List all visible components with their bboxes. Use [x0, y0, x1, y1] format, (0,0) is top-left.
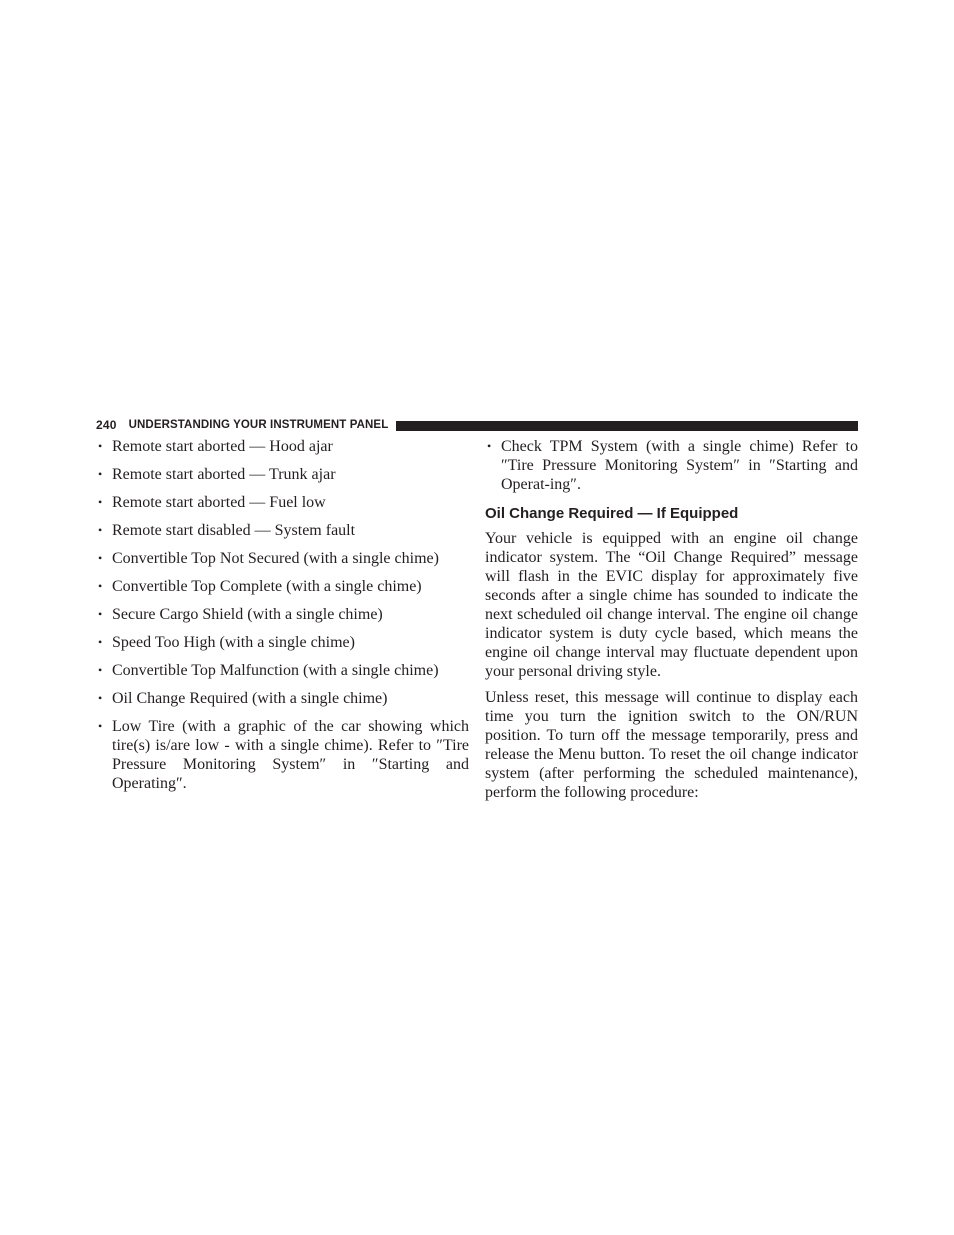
list-item — [96, 577, 469, 596]
list-item-text: Convertible Top Malfunction (with a single chime) — [112, 662, 439, 679]
section-heading: Oil Change Required — If Equipped — [485, 505, 739, 522]
body-paragraph: Your vehicle is equipped with an engine oil change indicator system. The “Oil Change Required” message will flash in the EVIC display for approximately five seconds after a single chime has sounded to indicate the next scheduled oil change interval. The engine oil change indicator system is duty cycle based, which means the engine oil change interval may fluctuate dependent upon your personal driving style. — [485, 530, 858, 680]
bullet-icon: • — [98, 691, 103, 705]
bullet-icon: • — [98, 719, 103, 733]
bullet-icon: • — [98, 607, 103, 621]
list-item — [485, 437, 858, 494]
bullet-icon: • — [98, 579, 103, 593]
bullet-icon: • — [98, 635, 103, 649]
list-item-text: Remote start aborted — Trunk ajar — [112, 466, 336, 483]
list-item-text: Low Tire (with a graphic of the car showing which tire(s) is/are low - with a single chime). Refer to ″Tire Pressure Monitoring System″ in ″Starting and Operating″. — [112, 718, 469, 792]
list-item-text: Remote start aborted — Hood ajar — [112, 438, 333, 455]
page-number: 240 — [96, 418, 117, 432]
list-item — [96, 605, 469, 624]
section-title: UNDERSTANDING YOUR INSTRUMENT PANEL — [128, 419, 389, 431]
bullet-icon: • — [98, 439, 103, 453]
right-bullet-list — [485, 437, 858, 494]
list-item-text: Convertible Top Complete (with a single chime) — [112, 578, 422, 595]
bullet-icon: • — [98, 551, 103, 565]
page-header — [96, 417, 858, 433]
bullet-icon: • — [98, 495, 103, 509]
right-column — [485, 437, 858, 809]
list-item — [96, 633, 469, 652]
list-item — [96, 465, 469, 484]
list-item-text: Speed Too High (with a single chime) — [112, 634, 355, 651]
bullet-icon: • — [98, 467, 103, 481]
list-item — [96, 437, 469, 456]
bullet-icon: • — [98, 523, 103, 537]
left-column — [96, 437, 469, 802]
list-item-text: Secure Cargo Shield (with a single chime) — [112, 606, 383, 623]
left-bullet-list — [96, 437, 469, 793]
header-rule — [396, 421, 858, 431]
list-item-text: Convertible Top Not Secured (with a single chime) — [112, 550, 439, 567]
bullet-icon: • — [487, 439, 492, 453]
list-item — [96, 717, 469, 793]
list-item-text: Check TPM System (with a single chime) Refer to ″Tire Pressure Monitoring System″ in ″Starting and Operat-ing″. — [501, 438, 858, 493]
list-item-text: Remote start aborted — Fuel low — [112, 494, 326, 511]
list-item — [96, 521, 469, 540]
list-item-text: Remote start disabled — System fault — [112, 522, 356, 539]
list-item — [96, 661, 469, 680]
list-item — [96, 549, 469, 568]
body-paragraph: Unless reset, this message will continue to display each time you turn the ignition switch to the ON/RUN position. To turn off the message temporarily, press and release the Menu button. To reset the oil change indicator system (after performing the scheduled maintenance), perform the following procedure: — [485, 689, 858, 801]
list-item — [96, 689, 469, 708]
bullet-icon: • — [98, 663, 103, 677]
list-item-text: Oil Change Required (with a single chime) — [112, 690, 388, 707]
list-item — [96, 493, 469, 512]
